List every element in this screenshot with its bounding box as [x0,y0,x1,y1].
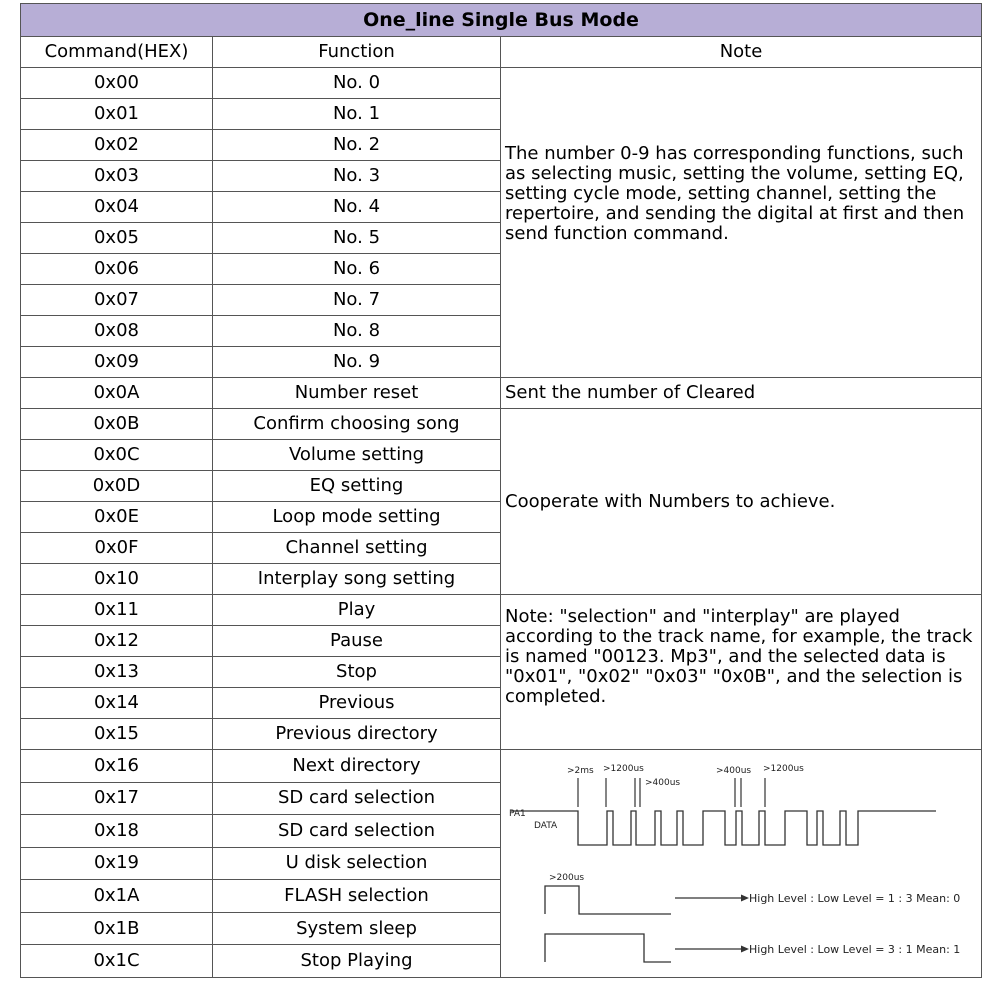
note-cooperate: Cooperate with Numbers to achieve. [501,409,982,595]
function-cell: No. 8 [213,316,501,347]
command-hex-cell: 0x11 [21,595,213,626]
mean1-waveform [545,934,671,962]
function-cell: Previous directory [213,719,501,750]
header-command: Command(HEX) [21,37,213,68]
note-selection: Note: "selection" and "interplay" are played according to the track name, for example, the track is named "00123. Mp3", and the selected data is "0x01", "0x02" "0x03" "0x0B", and the selection is completed. [501,595,982,750]
timing-label: >2ms [567,766,594,776]
command-hex-cell: 0x05 [21,223,213,254]
mean0-waveform [545,886,671,914]
function-cell: SD card selection [213,815,501,848]
function-cell: Previous [213,688,501,719]
pin-label: PA1 [509,809,526,819]
function-cell: SD card selection [213,782,501,815]
table-row [21,68,982,99]
command-hex-cell: 0x09 [21,347,213,378]
command-hex-cell: 0x18 [21,815,213,848]
command-hex-cell: 0x0B [21,409,213,440]
command-hex-cell: 0x14 [21,688,213,719]
command-hex-cell: 0x19 [21,847,213,880]
command-hex-cell: 0x1A [21,880,213,913]
function-cell: Stop Playing [213,945,501,978]
timing-label: >200us [549,873,585,883]
command-hex-cell: 0x13 [21,657,213,688]
command-hex-cell: 0x15 [21,719,213,750]
function-cell: Confirm choosing song [213,409,501,440]
function-cell: No. 9 [213,347,501,378]
header-note: Note [501,37,982,68]
timing-diagram-cell [501,750,982,978]
command-hex-cell: 0x0C [21,440,213,471]
command-hex-cell: 0x01 [21,99,213,130]
command-hex-cell: 0x04 [21,192,213,223]
function-cell: System sleep [213,912,501,945]
function-cell: No. 5 [213,223,501,254]
mean1-arrow-head [741,946,749,953]
command-hex-cell: 0x17 [21,782,213,815]
command-hex-cell: 0x03 [21,161,213,192]
function-cell: Stop [213,657,501,688]
function-cell: No. 0 [213,68,501,99]
function-cell: No. 4 [213,192,501,223]
function-cell: U disk selection [213,847,501,880]
command-hex-cell: 0x02 [21,130,213,161]
mean0-arrow-head [741,895,749,902]
command-hex-cell: 0x10 [21,564,213,595]
function-cell: Channel setting [213,533,501,564]
mean1-label: High Level : Low Level = 3 : 1 Mean: 1 [749,943,961,956]
function-cell: Pause [213,626,501,657]
note-numbers: The number 0-9 has corresponding functions, such as selecting music, setting the volume, setting EQ, setting cycle mode, setting channel, setting the repertoire, and sending the digital at first and then send function command. [501,68,982,378]
function-cell: Next directory [213,750,501,783]
command-hex-cell: 0x0F [21,533,213,564]
command-hex-cell: 0x16 [21,750,213,783]
function-cell: Loop mode setting [213,502,501,533]
timing-diagram [501,750,980,972]
function-cell: No. 3 [213,161,501,192]
timing-label: >400us [645,778,681,788]
command-hex-cell: 0x12 [21,626,213,657]
command-hex-cell: 0x00 [21,68,213,99]
timing-label: >1200us [763,764,804,774]
command-hex-cell: 0x0A [21,378,213,409]
function-cell: FLASH selection [213,880,501,913]
function-cell: EQ setting [213,471,501,502]
function-cell: No. 7 [213,285,501,316]
header-function: Function [213,37,501,68]
command-hex-cell: 0x08 [21,316,213,347]
command-hex-cell: 0x0E [21,502,213,533]
table-row [21,409,982,440]
command-hex-cell: 0x0D [21,471,213,502]
function-cell: Play [213,595,501,626]
note-reset: Sent the number of Cleared [501,378,982,409]
table-title: One_line Single Bus Mode [21,4,982,37]
function-cell: Interplay song setting [213,564,501,595]
function-cell: No. 6 [213,254,501,285]
command-table [20,3,982,978]
command-hex-cell: 0x1C [21,945,213,978]
data-waveform [511,811,936,845]
mean0-label: High Level : Low Level = 1 : 3 Mean: 0 [749,892,961,905]
function-cell: No. 2 [213,130,501,161]
timing-label: >400us [716,766,752,776]
function-cell: Number reset [213,378,501,409]
function-cell: No. 1 [213,99,501,130]
command-hex-cell: 0x06 [21,254,213,285]
table-row [21,750,982,783]
command-hex-cell: 0x07 [21,285,213,316]
data-label: DATA [534,821,558,831]
command-hex-cell: 0x1B [21,912,213,945]
header-row [21,37,982,68]
timing-label: >1200us [603,764,644,774]
table-row [21,595,982,626]
function-cell: Volume setting [213,440,501,471]
table-row [21,378,982,409]
